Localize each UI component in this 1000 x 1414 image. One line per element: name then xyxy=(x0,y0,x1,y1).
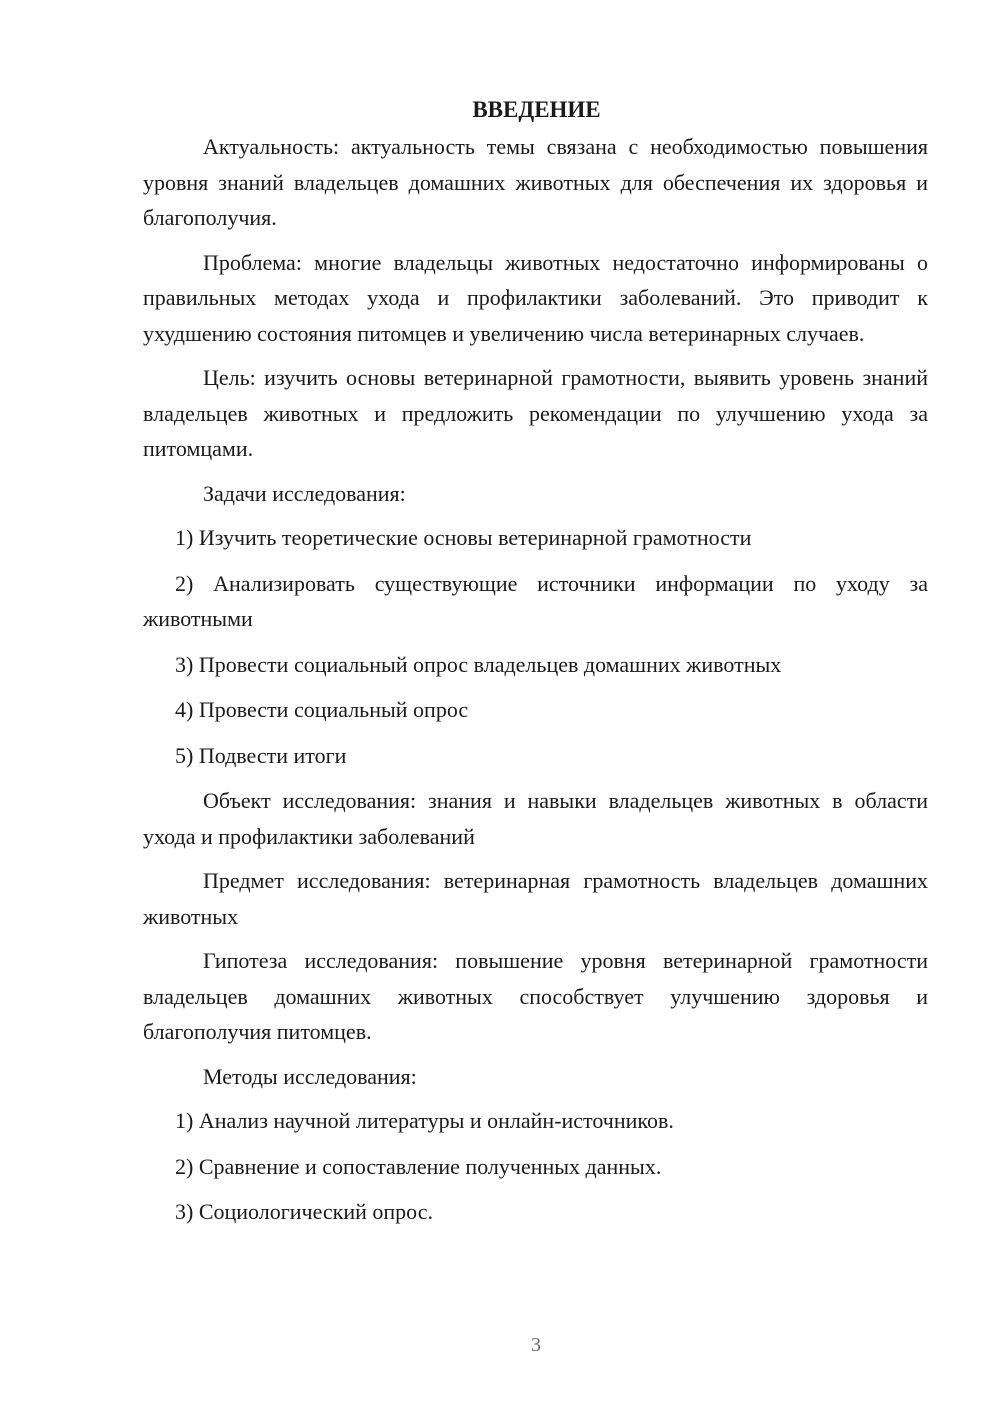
paragraph-object: Объект исследования: знания и навыки владельцев животных в области ухода и профилактики заболеваний xyxy=(143,788,928,849)
task-item-1: 1) Изучить теоретические основы ветеринарной грамотности xyxy=(175,525,752,550)
document-page xyxy=(143,92,928,1240)
paragraph-problem: Проблема: многие владельцы животных недостаточно информированы о правильных методах ухода и профилактики заболеваний. Это приводит к ухудшению состояния питомцев и увеличению числа ветеринарных случаев. xyxy=(143,249,928,346)
paragraph-relevance: Актуальность: актуальность темы связана с необходимостью повышения уровня знаний владельцев домашних животных для обеспечения их здоровья и благополучия. xyxy=(143,134,928,230)
task-item-5: 5) Подвести итоги xyxy=(175,742,347,768)
paragraph-subject: Предмет исследования: ветеринарная грамотность владельцев домашних животных xyxy=(143,868,928,929)
task-item-4: 4) Провести социальный опрос xyxy=(175,697,469,722)
page-number: 3 xyxy=(531,1334,541,1356)
tasks-title: Задачи исследования: xyxy=(203,480,406,506)
paragraph-goal: Цель: изучить основы ветеринарной грамотности, выявить уровень знаний владельцев животных и предложить рекомендации по улучшению ухода за питомцами. xyxy=(143,365,928,461)
method-item-3: 3) Социологический опрос. xyxy=(175,1199,433,1224)
method-item-2: 2) Сравнение и сопоставление полученных данных. xyxy=(175,1153,662,1179)
methods-title: Методы исследования: xyxy=(203,1063,417,1089)
paragraph-hypothesis: Гипотеза исследования: повышение уровня ветеринарной грамотности владельцев домашних животных способствует улучшению здоровья и благополучия питомцев. xyxy=(143,948,928,1044)
task-item-3: 3) Провести социальный опрос владельцев домашних животных xyxy=(175,651,782,677)
method-item-1: 1) Анализ научной литературы и онлайн-источников. xyxy=(175,1108,674,1133)
section-heading: ВВЕДЕНИЕ xyxy=(472,97,601,122)
task-item-2: 2) Анализировать существующие источники информации по уходу за животными xyxy=(143,570,928,631)
